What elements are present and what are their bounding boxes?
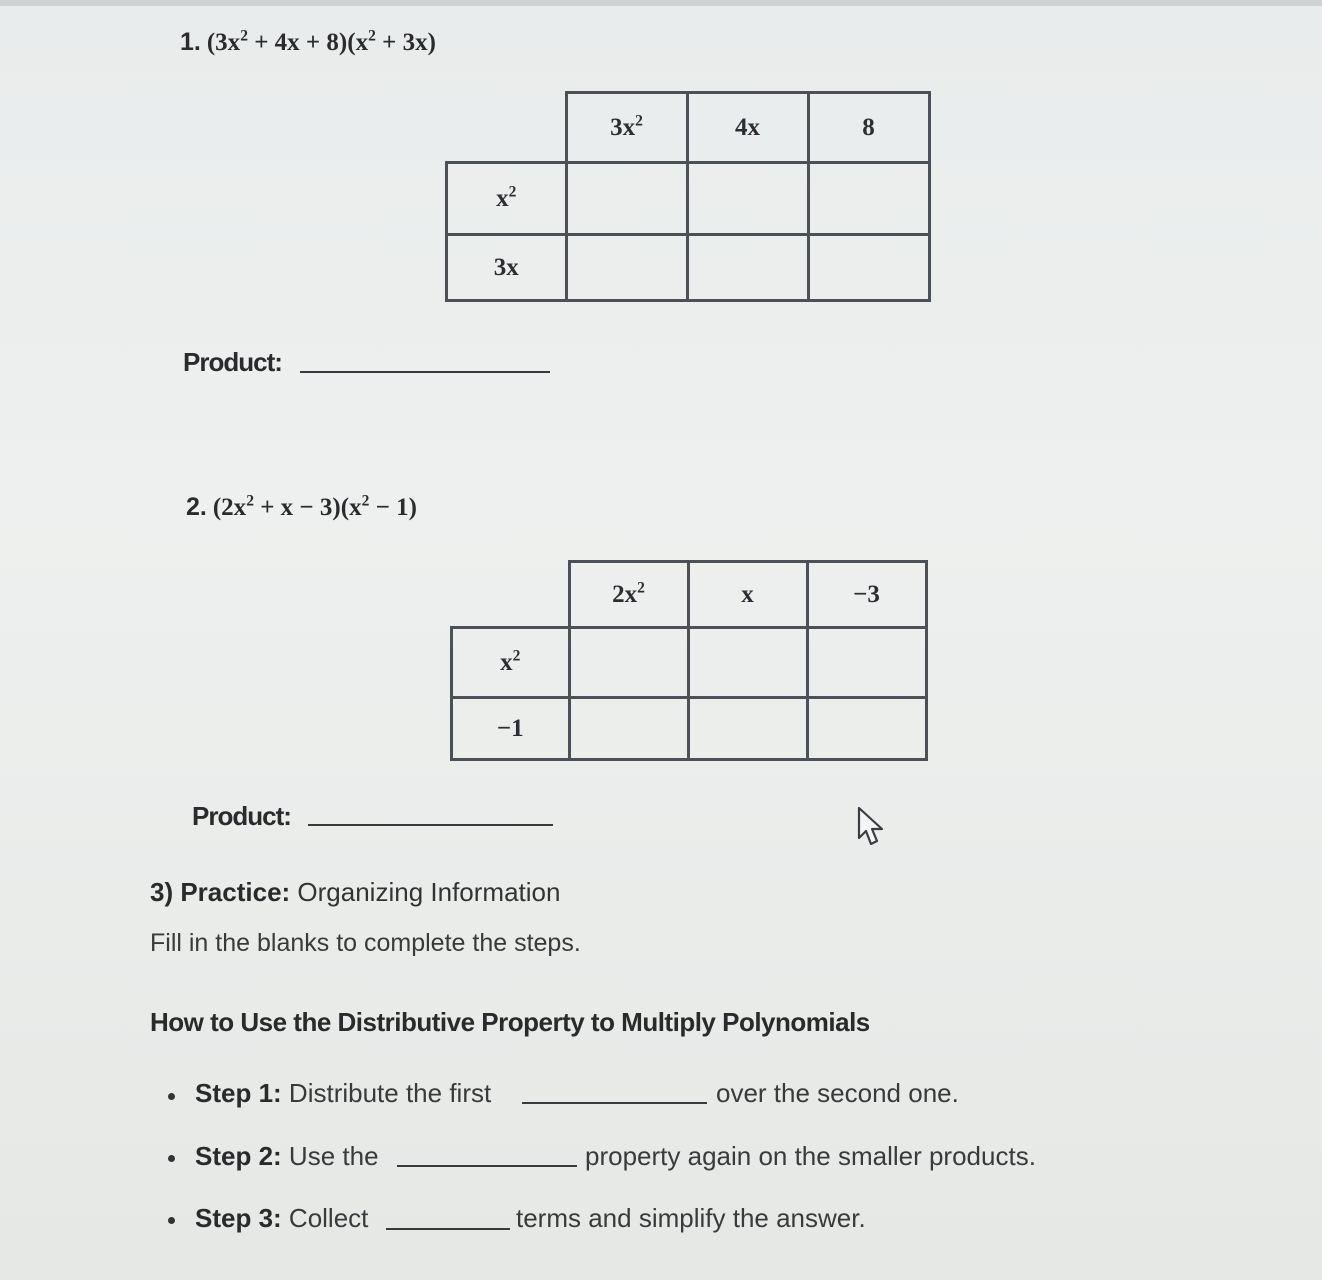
row-header-cell: $x^2$ (452, 628, 570, 698)
header-cell: 4x (687, 93, 808, 163)
row-header-cell: $x^2$ (447, 163, 567, 235)
problem-1-box-table (445, 91, 931, 302)
step-2: Step 2: Use the (195, 1141, 379, 1171)
product-label: Product: (192, 801, 291, 831)
product-answer-line[interactable] (308, 824, 553, 826)
problem-2-box-table (450, 560, 928, 761)
step-2-rest: property again on the smaller products. (585, 1141, 1036, 1171)
answer-cell[interactable] (807, 698, 926, 760)
problem-1-expression: 1. $(3x^2 + 4x + 8)(x^2 + 3x)$ (180, 27, 436, 56)
problem-2-expression: 2. $(2x^2 + x - 3)(x^2 - 1)$ (186, 492, 417, 521)
section-heading: How to Use the Distributive Property to Multiply Polynomials (150, 1007, 870, 1037)
practice-instructions: Fill in the blanks to complete the steps. (150, 929, 581, 957)
step-1-blank[interactable] (522, 1102, 707, 1104)
mouse-pointer-icon (855, 805, 895, 851)
step-3: Step 3: Collect (195, 1203, 369, 1233)
answer-cell[interactable] (566, 235, 687, 301)
corner-cell (447, 93, 567, 163)
answer-cell[interactable] (566, 163, 687, 235)
product-answer-line[interactable] (300, 371, 550, 373)
header-cell: $2x^2$ (569, 562, 688, 628)
bullet (168, 1155, 175, 1162)
step-1-rest: over the second one. (716, 1078, 959, 1108)
answer-cell[interactable] (808, 235, 929, 301)
answer-cell[interactable] (687, 235, 808, 301)
header-cell: x (688, 562, 807, 628)
practice-title: 3) Practice: Organizing Information (150, 877, 561, 907)
step-2-blank[interactable] (397, 1165, 577, 1167)
corner-cell (452, 562, 570, 628)
answer-cell[interactable] (808, 163, 929, 235)
bullet (168, 1093, 175, 1100)
answer-cell[interactable] (688, 628, 807, 698)
header-cell: $3x^2$ (566, 93, 687, 163)
answer-cell[interactable] (807, 628, 926, 698)
bullet (168, 1217, 175, 1224)
row-header-cell: 3x (447, 235, 567, 301)
row-header-cell: −1 (452, 698, 570, 760)
answer-cell[interactable] (688, 698, 807, 760)
header-cell: 8 (808, 93, 929, 163)
step-3-blank[interactable] (386, 1228, 510, 1230)
answer-cell[interactable] (569, 628, 688, 698)
product-label: Product: (183, 347, 282, 377)
answer-cell[interactable] (569, 698, 688, 760)
answer-cell[interactable] (687, 163, 808, 235)
top-edge (0, 0, 1322, 6)
step-3-rest: terms and simplify the answer. (516, 1203, 866, 1233)
step-1: Step 1: Distribute the first (195, 1078, 492, 1108)
header-cell: −3 (807, 562, 926, 628)
